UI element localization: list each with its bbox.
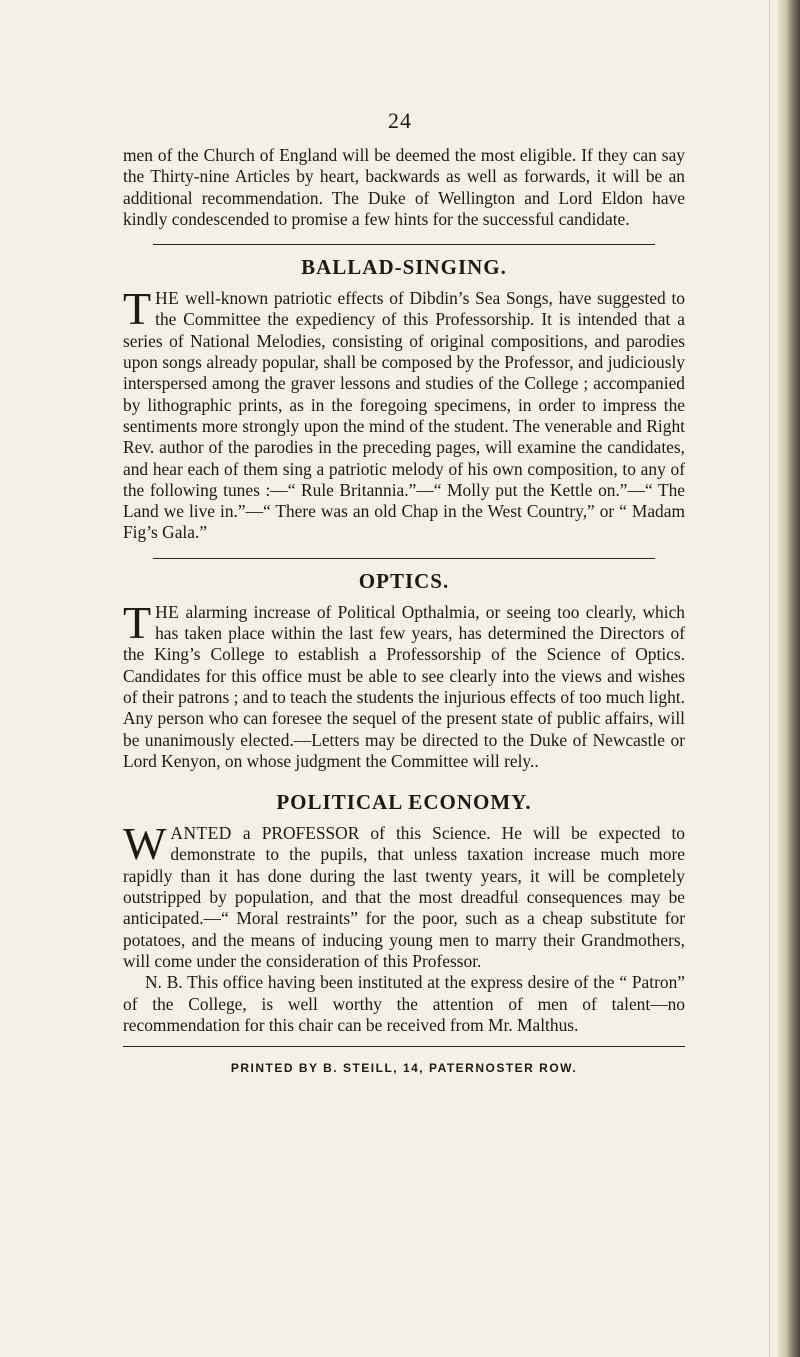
section-heading-ballad-singing: BALLAD-SINGING. [301, 255, 507, 280]
body-text: alarming increase of Political Opthalmia, or seeing too clearly, which has taken place within the last few years, has determined the Directors of the King’s College to establish a Professorship of the Science of Optics. Candidates for this office must be able to see clearly into the views and wishes of their patrons ; and to teach the students the injurious effects of too much light. Any person who can foresee the sequel of the present state of public affairs, will be unanimously elected.—Letters may be directed to the Duke of Newcastle or Lord Kenyon, on whose judgment the Committee will rely.. [123, 601, 685, 771]
section-divider [153, 244, 655, 245]
body-text: a PROFESSOR of this Science. He will be expected to demonstrate to the pupils, that unless taxation increase much more rapidly than it has done during the last twenty years, it will be completely outstripped by population, and that the most dreadful consequences may be anticipated.—“ Moral restraints” for the poor, such as a cheap substitute for potatoes, and the means of inducing young men to marry their Grandmothers, will come under the consideration of this Professor. [123, 823, 685, 971]
page-edge-shadow [778, 0, 800, 1357]
text-column [123, 145, 685, 1075]
section-body-ballad-singing [123, 283, 685, 544]
drop-cap: W [123, 818, 167, 870]
intro-paragraph: men of the Church of England will be deemed the most eligible. If they can say the Thirty-nine Articles by heart, backwards as well as forwards, it will be an additional recommendation. The Duke of Wellington and Lord Eldon have kindly condescended to promise a few hints for the successful candidate. [123, 145, 685, 229]
drop-cap: T [123, 283, 152, 335]
drop-cap: T [123, 596, 152, 648]
page-edge-line [769, 0, 770, 1357]
printer-imprint: PRINTED BY B. STEILL, 14, PATERNOSTER ROW. [230, 1061, 578, 1076]
page-number: 24 [388, 108, 412, 133]
imprint-divider [123, 1046, 685, 1047]
lead-caps: HE [155, 601, 180, 622]
section-body-political-economy [123, 818, 685, 972]
section-heading-optics: OPTICS. [358, 568, 450, 593]
section-heading-political-economy: POLITICAL ECONOMY. [276, 790, 532, 815]
section-body-optics [123, 596, 685, 772]
lead-caps: HE [155, 288, 180, 309]
section-divider [153, 558, 655, 559]
body-text: well-known patriotic effects of Dibdin’s Sea Songs, have suggested to the Committee the expediency of this Professorship. It is intended that a series of National Melodies, consisting of original compositions, and parodies upon songs already popular, shall be composed by the Professor, and judiciously interspersed among the graver lessons and studies of the College ; accompanied by lithographic prints, as in the foregoing specimens, in order to impress the sentiments more strongly upon the mind of the student. The venerable and Right Rev. author of the parodies in the preceding pages, will examine the candidates, and hear each of them sing a patriotic melody of his own composition, to any of the following tunes :—“ Rule Britannia.”—“ Molly put the Kettle on.”—“ The Land we live in.”—“ There was an old Chap in the West Country,” or “ Madam Fig’s Gala.” [123, 288, 685, 543]
nota-bene-paragraph: N. B. This office having been instituted at the express desire of the “ Patron” of the College, is well worthy the attention of men of talent—no recommendation for this chair can be received from Mr. Malthus. [123, 972, 685, 1035]
lead-caps: ANTED [170, 823, 232, 844]
